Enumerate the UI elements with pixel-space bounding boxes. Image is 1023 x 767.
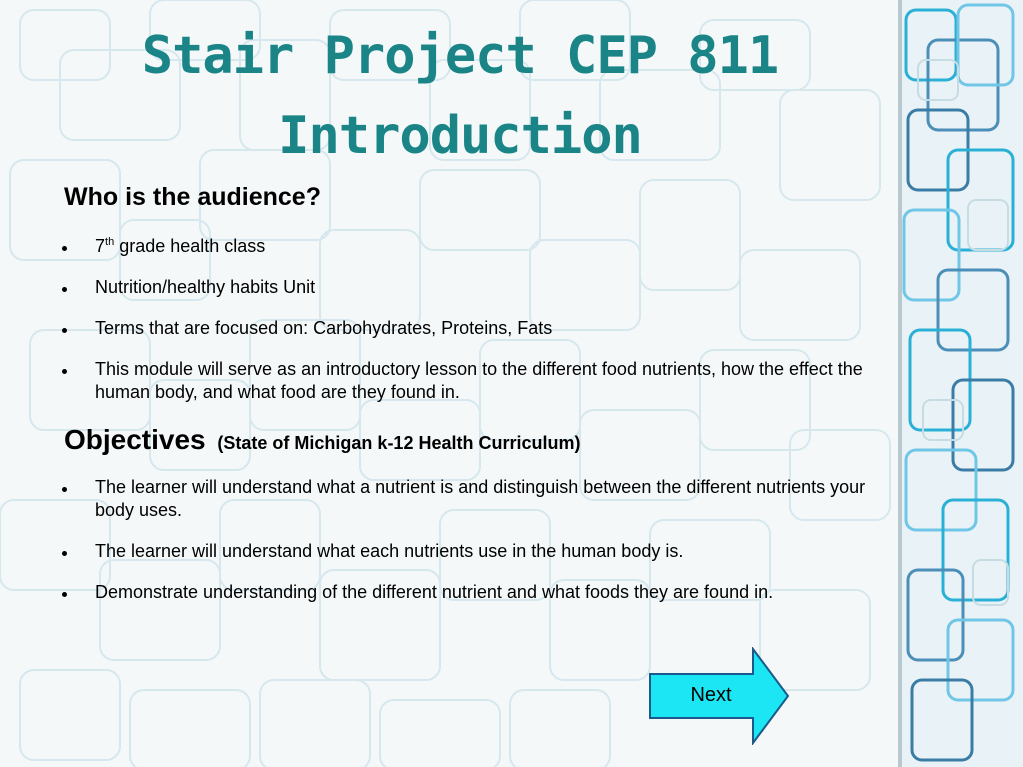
- bullet-icon: [62, 287, 67, 292]
- bullet-icon: [62, 551, 67, 556]
- audience-item-text: Terms that are focused on: Carbohydrates, Proteins, Fats: [95, 318, 553, 338]
- bullet-icon: [62, 369, 67, 374]
- objective-item: [60, 540, 870, 563]
- audience-item: [60, 317, 870, 340]
- audience-item-text: This module will serve as an introductory lesson to the different food nutrients, how the effect the human body, and what food are they found in.: [95, 359, 863, 402]
- objectives-heading: [64, 424, 580, 456]
- slide-title-line-2: Introduction: [278, 106, 642, 166]
- bullet-icon: [62, 487, 67, 492]
- objectives-heading-text: Objectives: [64, 424, 206, 455]
- objectives-list: [60, 476, 870, 622]
- objective-item-text: The learner will understand what a nutrient is and distinguish between the different nutrients your body uses.: [95, 477, 866, 520]
- bullet-icon: [62, 246, 67, 251]
- decorative-side-band: [898, 0, 1023, 767]
- slide-title-line-1: Stair Project CEP 811: [141, 26, 779, 86]
- audience-list: [60, 235, 870, 422]
- next-arrow-button[interactable]: [648, 647, 790, 745]
- objective-item-text: Demonstrate understanding of the different nutrient and what foods they are found in.: [95, 582, 774, 602]
- bullet-icon: [62, 328, 67, 333]
- audience-item: [60, 276, 870, 299]
- audience-item: [60, 358, 870, 404]
- audience-item-text: Nutrition/healthy habits Unit: [95, 277, 316, 297]
- next-button-label[interactable]: Next: [690, 684, 732, 706]
- audience-item-text: grade health class: [114, 236, 266, 256]
- objectives-subheading: (State of Michigan k-12 Health Curriculum): [217, 433, 581, 453]
- next-arrow-icon[interactable]: [650, 649, 788, 743]
- audience-item-text: 7: [95, 236, 106, 256]
- audience-item: [60, 235, 870, 258]
- objective-item: [60, 476, 870, 522]
- audience-heading: Who is the audience?: [64, 183, 321, 211]
- objective-item-text: The learner will understand what each nutrients use in the human body is.: [95, 541, 684, 561]
- objective-item: [60, 581, 870, 604]
- ordinal-suffix: th: [105, 236, 115, 248]
- bullet-icon: [62, 592, 67, 597]
